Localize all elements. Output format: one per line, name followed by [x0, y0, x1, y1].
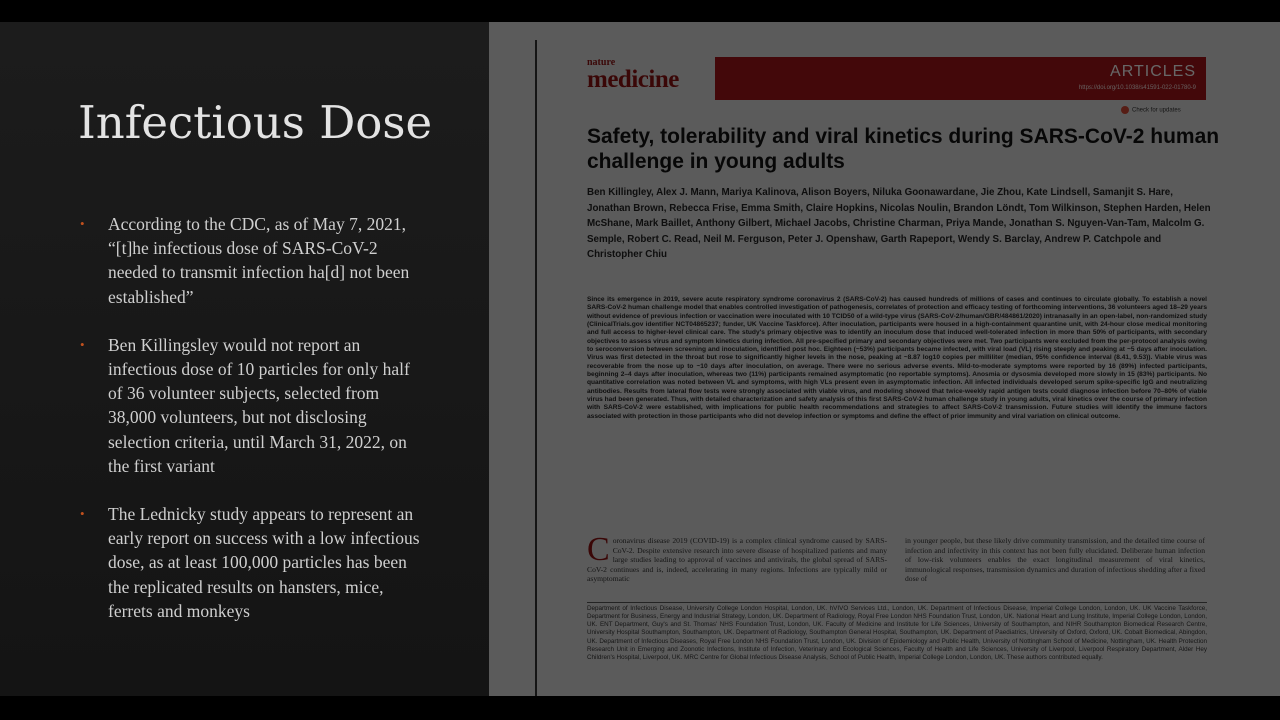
article-title: Safety, tolerability and viral kinetics during SARS-CoV-2 human challenge in young adults: [587, 125, 1220, 173]
bullet-dot-icon: •: [80, 336, 85, 352]
bullet-dot-icon: •: [80, 216, 85, 231]
journal-logo-small: nature: [587, 57, 616, 68]
bullet-item: [78, 502, 428, 623]
abstract-text: Since its emergence in 2019, severe acute respiratory syndrome coronavirus 2 (SARS-CoV-2) has caused hundreds of millions of cases and continues to circulate globally. To establish a novel SARS-CoV-2 human challenge model that enables controlled investigation of pathogenesis, correlates of protection and efficacy testing of forthcoming interventions, 36 volunteers aged 18–29 years without evidence of previous infection or vaccination were inoculated with 10 TCID50 of a wild-type virus (SARS-CoV-2/human/GBR/484861/2020) intranasally in an open-label, non-randomized study (ClinicalTrials.gov identifier NCT04865237; funder, UK Vaccine Taskforce). After inoculation, participants were housed in a high-containment quarantine unit, with 24-hour close medical monitoring and full access to higher-level clinical care. The study's primary objective was to identify an inoculum dose that induced well-tolerated infection in more than 50% of participants, with secondary objectives to assess virus and symptom kinetics during infection. All pre-specified primary and secondary objectives were met. Two participants were excluded from the per-protocol analysis owing to seroconversion between screening and inoculation, identified post hoc. Eighteen (~53%) participants became infected, with viral load (VL) rising steeply and peaking at ~5 days after inoculation. Virus was first detected in the throat but rose to significantly higher levels in the nose, peaking at ~8.87 log10 copies per milliliter (median, 95% confidence interval (8.41, 9.53)). Viable virus was recoverable from the nose up to ~10 days after inoculation, on average. There were no serious adverse events. Mild-to-moderate symptoms were reported by 16 (89%) infected participants, beginning 2–4 days after inoculation, whereas two (11%) participants remained asymptomatic (no reportable symptoms). Anosmia or dysosmia developed more slowly in 15 (83%) participants. No quantitative correlation was noted between VL and symptoms, with high VLs present even in asymptomatic infection. All infected individuals developed serum spike-specific IgG and neutralizing antibodies. Results from lateral flow tests were strongly associated with viable virus, and modeling showed that twice-weekly rapid antigen tests could diagnose infection before 70–80% of viable virus had been generated. Thus, with detailed characterization and safety analysis of this first SARS-CoV-2 human challenge study in young adults, viral kinetics over the course of primary infection with SARS-CoV-2 were established, with implications for public health recommendations and strategies to affect SARS-CoV-2 transmission. Future studies will identify the immune factors associated with protection in those participants who did not develop infection or symptoms and define the effect of prior immunity and viral variation on clinical outcome.: [587, 296, 1207, 420]
presentation-slide: [0, 22, 1280, 696]
bullet-dot-icon: •: [80, 506, 85, 522]
check-updates-icon: [1121, 106, 1129, 114]
bullet-text: Ben Killingsley would not report an infectious dose of 10 particles for only half of 36 volunteer subjects, selected from 38,000 volunteers, but not disclosing selection criteria, until March 31, 2022, on the first variant: [108, 334, 410, 476]
author-list: Ben Killingley, Alex J. Mann, Mariya Kalinova, Alison Boyers, Niluka Goonawardane, Jie Zhou, Kate Lindsell, Samanjit S. Hare, Jonathan Brown, Rebecca Frise, Emma Smith, Claire Hopkins, Nicolas Noulin, Brandon Löndt, Tom Wilkinson, Stephen Harden, Helen McShane, Mark Baillet, Anthony Gilbert, Michael Jacobs, Christine Charman, Priya Mande, Jonathan S. Nguyen-Van-Tam, Malcolm G. Semple, Robert C. Read, Neil M. Ferguson, Peter J. Openshaw, Garth Rapeport, Wendy S. Barclay, Andrew P. Catchpole and Christopher Chiu: [587, 187, 1211, 261]
check-updates-badge: [1121, 106, 1181, 114]
letterbox-bottom: [0, 696, 1280, 720]
bullet-item: [78, 333, 428, 478]
letterbox-top: [0, 0, 1280, 22]
slide-text-panel: [0, 22, 489, 696]
bullet-text: The Lednicky study appears to represent an early report on success with a low infectious dose, as at least 100,000 particles has been the replicated results on hansters, mice, ferrets and monkeys: [108, 504, 420, 621]
drop-cap: C: [587, 531, 610, 568]
footnote-divider: [587, 602, 1207, 603]
doi-link: https://doi.org/10.1038/s41591-022-01780-9: [1078, 85, 1196, 91]
body-column-right: in younger people, but these likely drive community transmission, and the detailed time course of infection and infectivity in this context has not been fully elucidated. Deliberate human infection of low-risk volunteers enables the exact longitudinal measurement of viral kinetics, immunological responses, transmission dynamics and duration of infectious shedding after a fixed dose of: [905, 536, 1205, 584]
check-updates-label: Check for updates: [1132, 107, 1181, 114]
section-header-band: [715, 57, 1206, 100]
bullet-text: According to the CDC, as of May 7, 2021, “[t]he infectious dose of SARS-CoV-2 needed to transmit infection ha[d] not been established”: [108, 214, 410, 307]
bullet-item: [78, 212, 428, 309]
body-text-left: oronavirus disease 2019 (COVID-19) is a complex clinical syndrome caused by SARS-CoV-2. Despite extensive research into severe disease of hospitalized patients and many large studies leading to approval of vaccines and antivirals, the global spread of SARS-CoV-2 continues and is, indeed, accelerating in many regions. Infections are typically mild or asymptomatic: [587, 536, 887, 584]
affiliations-footnotes: Department of Infectious Disease, University College London Hospital, London, UK. hVIVO Services Ltd., London, UK. Department of Infectious Disease, Imperial College London, London, UK. UK Vaccine Taskforce, Department for Business, Energy and Industrial Strategy, London, UK. Department of Radiology, Royal Free London NHS Foundation Trust, London, UK. National Heart and Lung Institute, Imperial College London, London, UK. ENT Department, Guy's and St. Thomas' NHS Foundation Trust, London, UK. Faculty of Medicine and Institute for Life Sciences, University of Southampton, and NIHR Southampton Biomedical Research Centre, University Hospital Southampton, Southampton, UK. Department of Radiology, Southampton General Hospital, Southampton, UK. Department of Paediatrics, University of Oxford, Oxford, UK. Cobalt Biomedical, Abingdon, UK. Department of Infectious Diseases, Royal Free London NHS Foundation Trust, London, UK. Division of Epidemiology and Public Health, University of Nottingham School of Medicine, Nottingham, UK. Health Protection Research Unit in Emerging and Zoonotic Infections, Institute of Infection, Veterinary and Ecological Sciences, Faculty of Health and Life Sciences, University of Liverpool, Liverpool Respiratory Department, Alder Hey Children's Hospital, Liverpool, UK. MRC Centre for Global Infectious Disease Analysis, School of Public Health, Imperial College London, London, UK. These authors contributed equally.: [587, 605, 1207, 661]
journal-logo-big: medicine: [587, 66, 679, 93]
section-label: ARTICLES: [1110, 63, 1196, 80]
bullet-list: [78, 212, 428, 647]
page-gutter-line: [535, 40, 537, 696]
slide-title: Infectious Dose: [78, 96, 433, 149]
body-column-left: [587, 531, 887, 584]
paper-image-panel: [489, 22, 1280, 696]
journal-article-page: [489, 22, 1280, 696]
journal-logo: [587, 58, 715, 92]
